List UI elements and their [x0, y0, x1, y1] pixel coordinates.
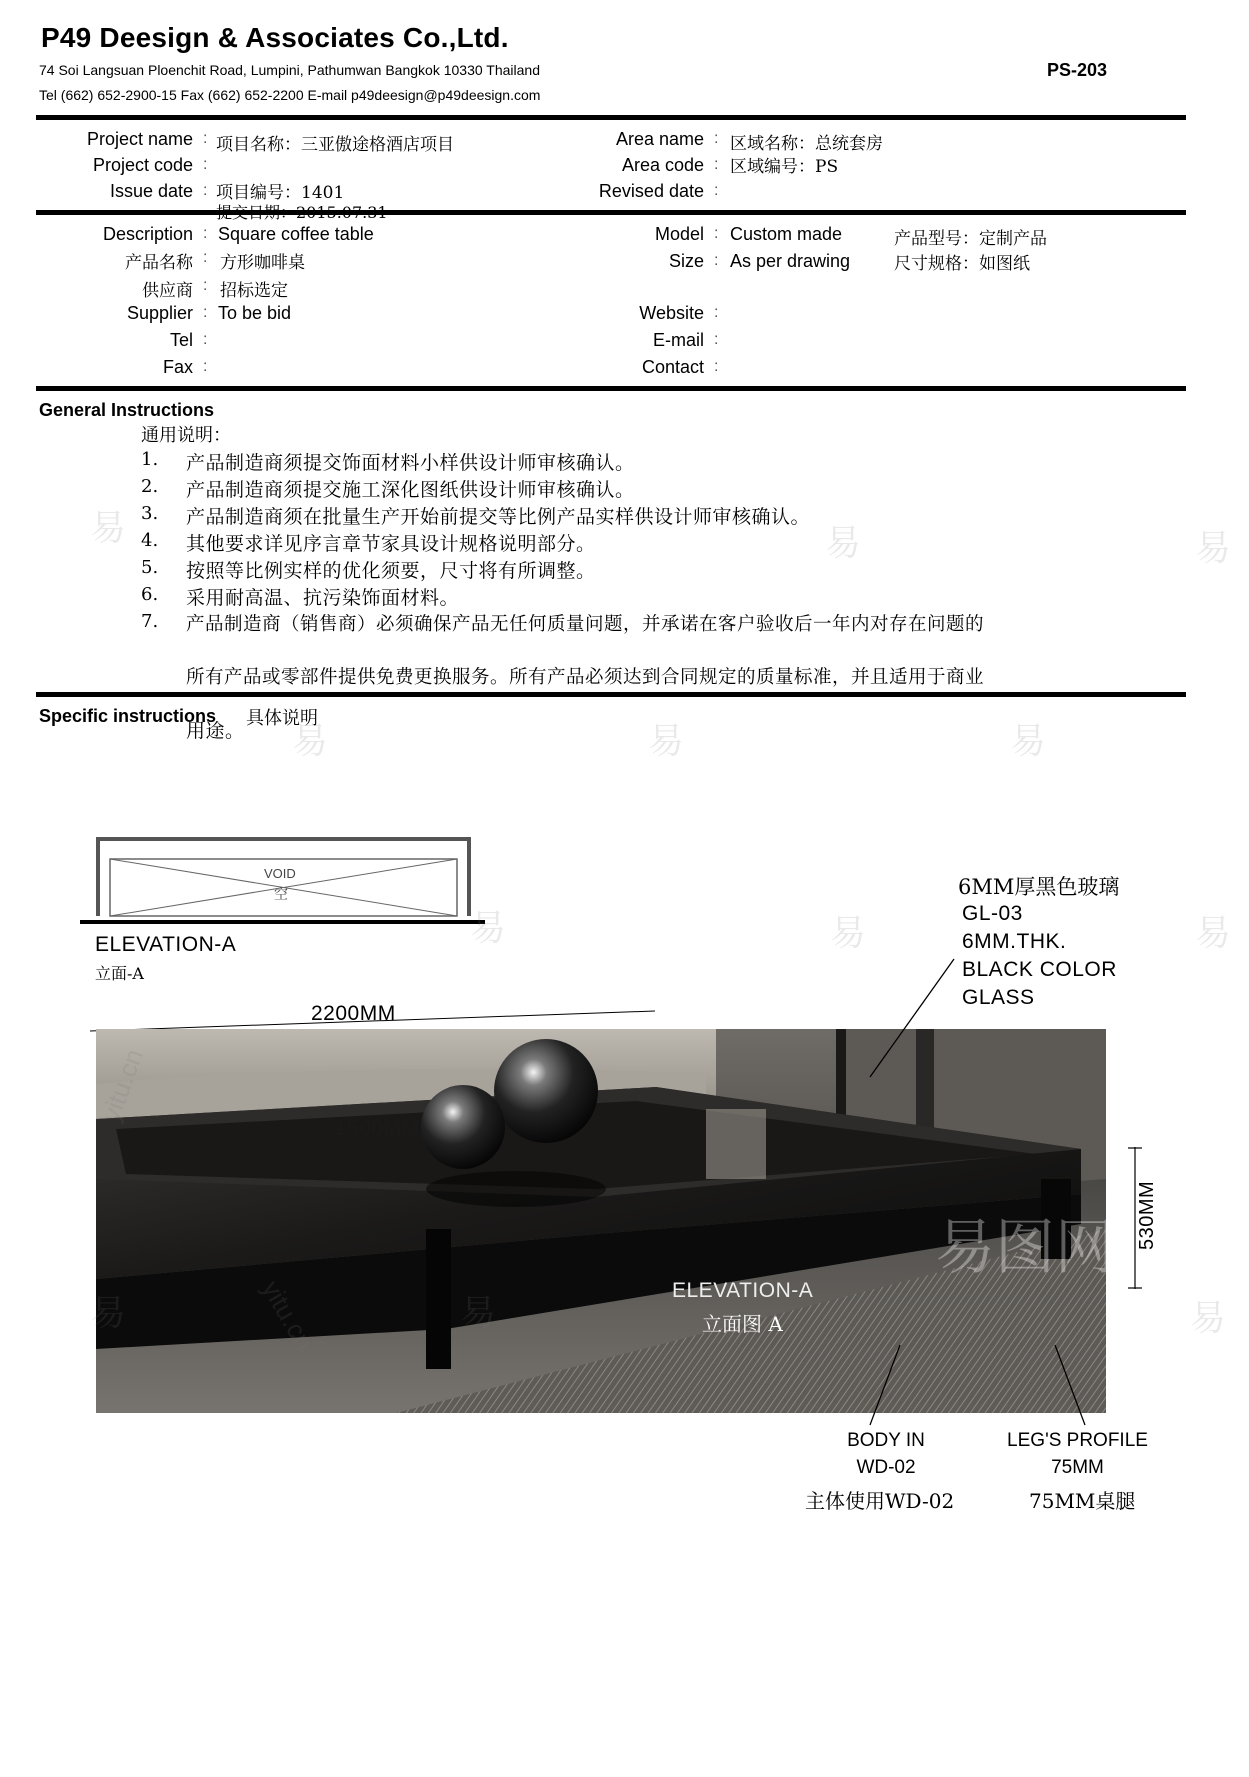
instruction-number: 4.: [141, 530, 159, 551]
glass-thickness: 6MM.THK.: [962, 930, 1067, 953]
project-name-label: Project name: [86, 129, 193, 149]
watermark-logo: 易图网: [935, 1213, 1115, 1283]
instruction-number: 3.: [141, 503, 159, 524]
colon: :: [203, 331, 208, 348]
email-label: E-mail: [652, 330, 704, 350]
instruction-item: 按照等比例实样的优化须要，尺寸将有所调整。: [186, 560, 596, 582]
watermark-glyph: 易: [825, 523, 862, 564]
supplier-cn-value: 招标选定: [220, 281, 288, 301]
colon: :: [714, 358, 719, 375]
instruction-item: 产品制造商须提交施工深化图纸供设计师审核确认。: [186, 479, 635, 501]
size-label: Size: [668, 251, 704, 271]
colon: :: [203, 182, 208, 199]
company-address: 74 Soi Langsuan Ploenchit Road, Lumpini, Pathumwan Bangkok 10330 Thailand: [39, 62, 540, 78]
watermark-glyph: 易: [1190, 1298, 1227, 1339]
instruction-number: 2.: [141, 476, 159, 497]
instruction-item: 其他要求详见序言章节家具设计规格说明部分。: [186, 533, 596, 555]
colon: :: [203, 358, 208, 375]
instruction-item-continuation: 所有产品或零部件提供免费更换服务。所有产品必须达到合同规定的质量标准，并且适用于商业: [186, 667, 985, 688]
supplier-value: To be bid: [218, 303, 292, 323]
elevation-a-label: ELEVATION-A: [95, 933, 237, 956]
height-dimension: 530MM: [1136, 1180, 1158, 1250]
render-elevation-cn-label: 立面图 A: [702, 1312, 783, 1336]
instruction-number: 7.: [141, 611, 159, 632]
watermark-glyph: 易: [292, 721, 329, 762]
glass-leader-line: [850, 955, 960, 1085]
company-contact-line: Tel (662) 652-2900-15 Fax (662) 652-2200 E-mail p49deesign@p49deesign.com: [39, 87, 541, 103]
area-name-value: 区域名称：总统套房: [730, 134, 883, 154]
project-name-value: 项目名称：三亚傲途格酒店项目: [216, 135, 454, 155]
watermark-glyph: 易: [470, 908, 507, 949]
length-dimension: 2200MM: [311, 1002, 396, 1025]
watermark-glyph: 易: [648, 721, 685, 762]
void-cn-label: 空: [274, 887, 288, 903]
render-elevation-label: ELEVATION-A: [672, 1279, 814, 1302]
size-value: As per drawing: [730, 251, 851, 271]
colon: :: [714, 130, 719, 147]
leg-profile-size: 75MM: [1051, 1457, 1104, 1478]
instruction-item: 产品制造商（销售商）必须确保产品无任何质量问题，并承诺在客户验收后一年内对存在问题的: [186, 614, 985, 635]
specific-instructions-title: Specific instructions: [39, 706, 217, 726]
body-leg-leader-lines: [855, 1340, 1115, 1430]
model-cn-value: 产品型号：定制产品: [894, 229, 1047, 249]
fax-label: Fax: [162, 357, 193, 377]
area-code-label: Area code: [621, 155, 704, 175]
size-cn-value: 尺寸规格：如图纸: [894, 254, 1030, 274]
colon: :: [714, 304, 719, 321]
instruction-item: 产品制造商须提交饰面材料小样供设计师审核确认。: [186, 452, 635, 474]
document-number: PS-203: [1047, 60, 1108, 80]
colon: :: [203, 304, 208, 321]
glass-description: GLASS: [962, 986, 1035, 1009]
colon: :: [714, 331, 719, 348]
void-label: VOID: [264, 866, 296, 881]
model-label: Model: [654, 224, 704, 244]
colon: :: [203, 156, 208, 173]
area-name-label: Area name: [615, 129, 704, 149]
watermark-glyph: 易: [1010, 721, 1047, 762]
description-label: Description: [102, 224, 193, 244]
watermark-glyph: 易: [830, 913, 867, 954]
colon: :: [714, 252, 719, 269]
project-number-value: 项目编号：1401: [216, 183, 345, 203]
header-divider: [36, 115, 1186, 120]
elevation-a-cn-label: 立面-A: [95, 964, 144, 983]
instruction-number: 1.: [141, 449, 159, 470]
specific-instructions-cn: 具体说明: [246, 708, 318, 729]
glass-cn-label: 6MM厚黑色玻璃: [958, 875, 1120, 899]
colon: :: [203, 130, 208, 147]
project-divider: [36, 210, 1186, 215]
product-name-label: 产品名称: [125, 253, 193, 273]
model-value: Custom made: [730, 224, 843, 244]
leg-profile-label: LEG'S PROFILE: [1007, 1430, 1148, 1451]
company-name: P49 Deesign & Associates Co.,Ltd.: [41, 22, 509, 53]
body-material-code: WD-02: [856, 1457, 916, 1478]
instruction-item-continuation: 用途。: [186, 720, 245, 742]
product-name-value: 方形咖啡桌: [220, 253, 305, 273]
tel-label: Tel: [169, 330, 193, 350]
body-label: BODY IN: [847, 1430, 925, 1451]
instruction-number: 5.: [141, 557, 159, 578]
width-dimension: 1500MM: [335, 1117, 420, 1140]
watermark-glyph: 易: [1195, 528, 1232, 569]
description-value: Square coffee table: [218, 224, 374, 244]
watermark-glyph: 易: [1195, 913, 1232, 954]
colon: :: [714, 225, 719, 242]
instruction-number: 6.: [141, 584, 159, 605]
product-divider: [36, 386, 1186, 391]
general-divider: [36, 692, 1186, 697]
glass-code: GL-03: [962, 902, 1023, 925]
colon: :: [203, 277, 208, 294]
colon: :: [714, 156, 719, 173]
colon: :: [714, 182, 719, 199]
body-cn-label: 主体使用WD-02: [805, 1489, 955, 1513]
project-code-label: Project code: [92, 155, 193, 175]
issue-date-label: Issue date: [109, 181, 193, 201]
instruction-item: 产品制造商须在批量生产开始前提交等比例产品实样供设计师审核确认。: [186, 506, 811, 528]
general-instructions-subtitle: 通用说明：: [141, 425, 231, 446]
glass-description: BLACK COLOR: [962, 958, 1117, 981]
instruction-item: 采用耐高温、抗污染饰面材料。: [186, 587, 460, 609]
colon: :: [203, 225, 208, 242]
supplier-cn-label: 供应商: [142, 281, 193, 301]
watermark-glyph: 易: [90, 508, 127, 549]
leg-cn-label: 75MM桌腿: [1029, 1489, 1136, 1513]
general-instructions-title: General Instructions: [39, 400, 215, 420]
contact-label: Contact: [641, 357, 704, 377]
supplier-label: Supplier: [126, 303, 193, 323]
area-code-value: 区域编号：PS: [730, 157, 839, 177]
colon: :: [203, 249, 208, 266]
revised-date-label: Revised date: [598, 181, 704, 201]
website-label: Website: [639, 303, 704, 323]
